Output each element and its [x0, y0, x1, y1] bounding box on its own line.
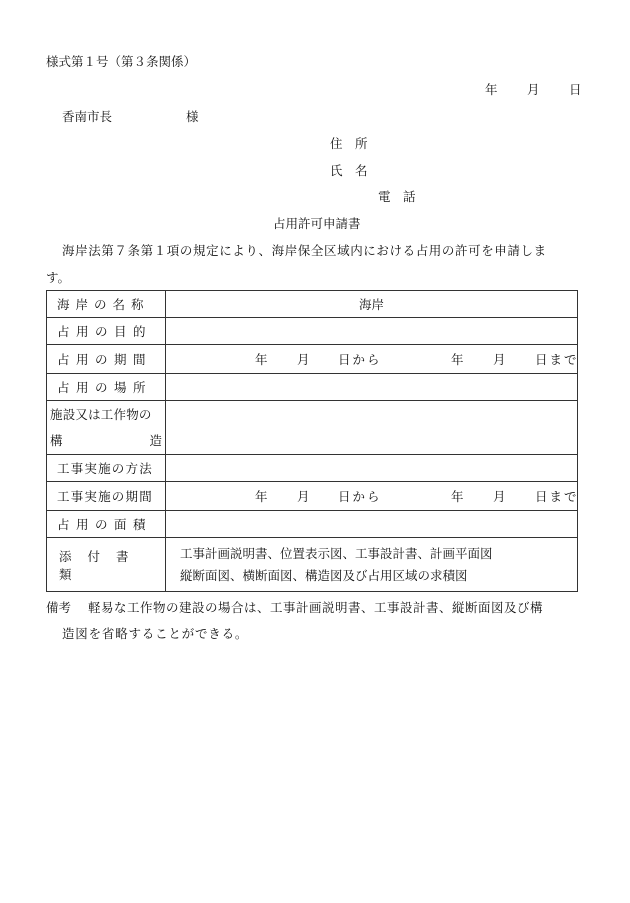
work-period-end-day: 日まで [535, 489, 579, 504]
attachments-line1: 工事計画説明書、位置表示図、工事設計書、計画平面図 [180, 545, 493, 561]
label-method: 工事実施の方法 [47, 455, 166, 482]
period-start-month: 月 [297, 352, 310, 367]
structure-label-char1: 構 [50, 432, 63, 448]
form-number: 様式第１号（第３条関係） [46, 54, 197, 69]
table-row [47, 538, 578, 592]
applicant-address-label: 住 所 [330, 136, 368, 151]
label-work-period: 工事実施の期間 [47, 482, 166, 511]
value-period[interactable] [166, 345, 578, 374]
value-structure[interactable] [166, 401, 578, 455]
value-place[interactable] [166, 374, 578, 401]
applicant-phone-label: 電 話 [378, 189, 416, 204]
date-day-label: 日 [569, 82, 582, 97]
label-structure [47, 401, 166, 455]
attachments-line2: 縦断面図、横断面図、構造図及び占用区域の求積図 [180, 567, 468, 583]
remarks-line1: 軽易な工作物の建設の場合は、工事計画説明書、工事設計書、縦断面図及び構 [88, 600, 544, 615]
coast-suffix: 海岸 [358, 297, 384, 312]
intro-text-line1: 海岸法第７条第１項の規定により、海岸保全区域内における占用の許可を申請しま [62, 243, 547, 258]
work-period-start-day: 日から [338, 489, 382, 504]
work-period-start-year: 年 [255, 489, 268, 504]
value-coast-name[interactable] [166, 291, 578, 318]
date-year-label: 年 [485, 82, 498, 97]
table-row [47, 401, 578, 455]
applicant-name-label: 氏 名 [330, 163, 368, 178]
date-month-label: 月 [527, 82, 540, 97]
value-area[interactable] [166, 511, 578, 538]
remarks-line2: 造図を省略することができる。 [62, 626, 249, 641]
structure-label-char2: 造 [149, 432, 162, 448]
label-attachments: 添付書類 [47, 538, 166, 592]
period-start-day: 日から [338, 352, 382, 367]
document-title: 占用許可申請書 [273, 216, 361, 231]
work-period-start-month: 月 [297, 489, 310, 504]
work-period-end-year: 年 [451, 489, 464, 504]
label-purpose: 占用の目的 [47, 318, 166, 345]
label-period: 占用の期間 [47, 345, 166, 374]
honorific: 様 [186, 109, 199, 124]
table-row [47, 345, 578, 374]
table-row [47, 511, 578, 538]
structure-label-line1: 施設又は工作物の [50, 406, 152, 422]
table-row [47, 482, 578, 511]
label-area: 占用の面積 [47, 511, 166, 538]
value-purpose[interactable] [166, 318, 578, 345]
addressee: 香南市長 [62, 109, 113, 124]
application-table [46, 290, 578, 592]
value-attachments[interactable] [166, 538, 578, 592]
label-place: 占用の場所 [47, 374, 166, 401]
table-row [47, 374, 578, 401]
table-row [47, 455, 578, 482]
table-row [47, 318, 578, 345]
period-start-year: 年 [255, 352, 268, 367]
intro-text-line2: す。 [46, 270, 71, 285]
work-period-end-month: 月 [493, 489, 506, 504]
value-method[interactable] [166, 455, 578, 482]
remarks-label: 備考 [46, 600, 72, 615]
label-coast-name: 海岸の名称 [47, 291, 166, 318]
value-work-period[interactable] [166, 482, 578, 511]
period-end-year: 年 [451, 352, 464, 367]
period-end-month: 月 [493, 352, 506, 367]
period-end-day: 日まで [535, 352, 579, 367]
table-row [47, 291, 578, 318]
